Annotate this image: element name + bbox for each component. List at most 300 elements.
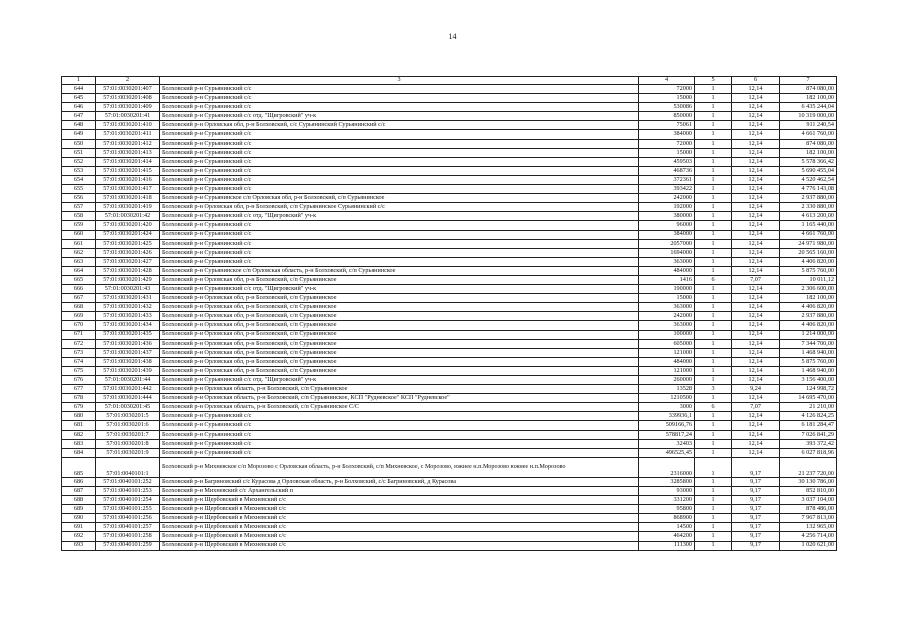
value-cell: 182 100,00: [780, 148, 837, 157]
value-cell: 1 214 000,00: [780, 330, 837, 339]
area-cell: 14500: [639, 523, 695, 532]
rate-cell: 12,14: [732, 148, 780, 157]
value-cell: 7 344 700,00: [780, 339, 837, 348]
location-cell: Болховский р-н Щербовский в Михневский с/с: [160, 514, 639, 523]
area-cell: 384000: [639, 130, 695, 139]
rate-cell: 9,24: [732, 385, 780, 394]
category-cell: 1: [695, 496, 732, 505]
cadastral-number-cell: 57:01:0030201:410: [96, 121, 160, 130]
cadastral-number-cell: 57:01:0030201:408: [96, 94, 160, 103]
cadastral-number-cell: 57:01:0040101:256: [96, 514, 160, 523]
value-cell: 4 406 820,00: [780, 321, 837, 330]
category-cell: 1: [695, 457, 732, 477]
value-cell: 30 130 786,00: [780, 477, 837, 486]
row-number-cell: 676: [62, 376, 96, 385]
area-cell: 1694000: [639, 248, 695, 257]
area-cell: 96000: [639, 221, 695, 230]
value-cell: 6 027 818,96: [780, 448, 837, 457]
row-number-cell: 656: [62, 194, 96, 203]
cadastral-number-cell: 57:01:0040101:255: [96, 505, 160, 514]
row-number-cell: 692: [62, 532, 96, 541]
value-cell: 5 578 366,42: [780, 157, 837, 166]
table-row: [62, 248, 837, 257]
rate-cell: 12,14: [732, 394, 780, 403]
location-cell: Болховский р-н Михневское с/п Морозово с Орловская область, р-н Болховский, с/п Михневское, с Морозово, южнее н.п.Морозово южнее н.п.Морозово: [160, 457, 639, 477]
rate-cell: 9,17: [732, 541, 780, 550]
cadastral-number-cell: 57:01:0030201:426: [96, 248, 160, 257]
row-number-cell: 663: [62, 257, 96, 266]
category-cell: 1: [695, 194, 732, 203]
category-cell: 3: [695, 385, 732, 394]
category-cell: 1: [695, 130, 732, 139]
column-header: 6: [732, 77, 780, 85]
area-cell: 850000: [639, 112, 695, 121]
row-number-cell: 689: [62, 505, 96, 514]
rate-cell: 12,14: [732, 94, 780, 103]
category-cell: 1: [695, 394, 732, 403]
value-cell: 393 372,42: [780, 439, 837, 448]
value-cell: 21 237 720,00: [780, 457, 837, 477]
row-number-cell: 675: [62, 366, 96, 375]
rate-cell: 12,14: [732, 194, 780, 203]
rate-cell: 12,14: [732, 357, 780, 366]
value-cell: 2 937 880,00: [780, 194, 837, 203]
category-cell: 1: [695, 248, 732, 257]
table-row: [62, 421, 837, 430]
cadastral-number-cell: 57:01:0030201:439: [96, 366, 160, 375]
value-cell: 4 661 760,00: [780, 230, 837, 239]
category-cell: 1: [695, 294, 732, 303]
area-cell: 380000: [639, 212, 695, 221]
area-cell: 190000: [639, 285, 695, 294]
table-row: [62, 312, 837, 321]
area-cell: 121000: [639, 366, 695, 375]
table-row: [62, 376, 837, 385]
area-cell: 363000: [639, 321, 695, 330]
area-cell: 260000: [639, 376, 695, 385]
table-row: [62, 148, 837, 157]
rate-cell: 9,17: [732, 477, 780, 486]
row-number-cell: 653: [62, 166, 96, 175]
area-cell: 484000: [639, 357, 695, 366]
row-number-cell: 686: [62, 477, 96, 486]
row-number-cell: 680: [62, 412, 96, 421]
category-cell: 1: [695, 376, 732, 385]
category-cell: 1: [695, 321, 732, 330]
cadastral-number-cell: 57:01:0030201:428: [96, 266, 160, 275]
location-cell: Болховский р-н Сурьянинский с/с: [160, 175, 639, 184]
category-cell: 1: [695, 230, 732, 239]
location-cell: Болховский р-н Михневский с/с Архангельский п: [160, 486, 639, 495]
table-row: [62, 285, 837, 294]
rate-cell: 12,14: [732, 421, 780, 430]
area-cell: 93000: [639, 486, 695, 495]
location-cell: Болховский р-н Сурьянинский с/с: [160, 130, 639, 139]
value-cell: 6 181 284,47: [780, 421, 837, 430]
table-row: [62, 330, 837, 339]
category-cell: 1: [695, 139, 732, 148]
row-number-cell: 645: [62, 94, 96, 103]
value-cell: 20 565 160,00: [780, 248, 837, 257]
category-cell: 1: [695, 514, 732, 523]
table-row: [62, 339, 837, 348]
row-number-cell: 674: [62, 357, 96, 366]
rate-cell: 12,14: [732, 139, 780, 148]
row-number-cell: 659: [62, 221, 96, 230]
category-cell: 1: [695, 175, 732, 184]
rate-cell: 12,14: [732, 330, 780, 339]
area-cell: 372361: [639, 175, 695, 184]
row-number-cell: 688: [62, 496, 96, 505]
category-cell: 1: [695, 266, 732, 275]
cadastral-number-cell: 57:01:0030201:429: [96, 275, 160, 284]
location-cell: Болховский р-н Сурьянинский с/с отд. "Щигровский" уч-к: [160, 112, 639, 121]
rate-cell: 12,14: [732, 203, 780, 212]
rate-cell: 12,14: [732, 294, 780, 303]
area-cell: 111300: [639, 541, 695, 550]
value-cell: 1 468 940,00: [780, 366, 837, 375]
value-cell: 24 971 980,00: [780, 239, 837, 248]
rate-cell: 7,07: [732, 275, 780, 284]
cadastral-number-cell: 57:01:0030201:437: [96, 348, 160, 357]
category-cell: 1: [695, 85, 732, 94]
location-cell: Болховский р-н Орловская область, р-н Болховский, с/п Сурьянинское: [160, 385, 639, 394]
rate-cell: 9,17: [732, 514, 780, 523]
table-row: [62, 321, 837, 330]
value-cell: 124 998,72: [780, 385, 837, 394]
cadastral-number-cell: 57:01:0040101:252: [96, 477, 160, 486]
location-cell: Болховский р-н Орловская обл, р-н Болховский, с/с Сурьянинский Сурьянинский с/с: [160, 121, 639, 130]
area-cell: 605000: [639, 339, 695, 348]
category-cell: 1: [695, 348, 732, 357]
value-cell: 7 026 841,29: [780, 430, 837, 439]
area-cell: 509166,76: [639, 421, 695, 430]
cadastral-number-cell: 57:01:0030201:417: [96, 185, 160, 194]
cadastral-number-cell: 57:01:0040101:253: [96, 486, 160, 495]
cadastral-number-cell: 57:01:0030201:435: [96, 330, 160, 339]
value-cell: 4 126 824,25: [780, 412, 837, 421]
table-row: [62, 157, 837, 166]
row-number-cell: 646: [62, 103, 96, 112]
area-cell: 121000: [639, 348, 695, 357]
value-cell: 5 690 455,04: [780, 166, 837, 175]
area-cell: 468736: [639, 166, 695, 175]
location-cell: Болховский р-н Сурьянинское с/п Орловская обл, р-н Болховский, с/п Сурьянинское: [160, 194, 639, 203]
table-row: [62, 230, 837, 239]
rate-cell: 12,14: [732, 248, 780, 257]
location-cell: Болховский р-н Сурьянинский с/с: [160, 421, 639, 430]
row-number-cell: 667: [62, 294, 96, 303]
value-cell: 10 011,12: [780, 275, 837, 284]
location-cell: Болховский р-н Орловская обл, р-н Болховский, с/п Сурьянинское: [160, 312, 639, 321]
category-cell: 1: [695, 330, 732, 339]
land-register-table: [61, 76, 837, 551]
value-cell: 2 330 880,00: [780, 203, 837, 212]
cadastral-number-cell: 57:01:0030201:425: [96, 239, 160, 248]
area-cell: 363000: [639, 257, 695, 266]
value-cell: 182 100,00: [780, 94, 837, 103]
row-number-cell: 673: [62, 348, 96, 357]
column-header: 2: [96, 77, 160, 85]
rate-cell: 12,14: [732, 348, 780, 357]
cadastral-number-cell: 57:01:0030201:45: [96, 403, 160, 412]
cadastral-number-cell: 57:01:0030201:442: [96, 385, 160, 394]
table-row: [62, 394, 837, 403]
cadastral-number-cell: 57:01:0030201:44: [96, 376, 160, 385]
row-number-cell: 665: [62, 275, 96, 284]
value-cell: 4 406 820,00: [780, 257, 837, 266]
category-cell: 1: [695, 357, 732, 366]
table-row: [62, 239, 837, 248]
area-cell: 339936,1: [639, 412, 695, 421]
cadastral-number-cell: 57:01:0030201:412: [96, 139, 160, 148]
table-row: [62, 486, 837, 495]
row-number-cell: 682: [62, 430, 96, 439]
rate-cell: 12,14: [732, 412, 780, 421]
value-cell: 5 875 760,00: [780, 357, 837, 366]
location-cell: Болховский р-н Орловская обл, р-н Болховский, с/п Сурьянинское: [160, 357, 639, 366]
area-cell: 100000: [639, 330, 695, 339]
location-cell: Болховский р-н Багриновский с/с Курасова д Орловская область, р-н Болховский, с/с Багриновский, д Курасова: [160, 477, 639, 486]
rate-cell: 7,07: [732, 403, 780, 412]
cadastral-number-cell: 57:01:0040101:258: [96, 532, 160, 541]
row-number-cell: 670: [62, 321, 96, 330]
rate-cell: 12,14: [732, 166, 780, 175]
area-cell: 530086: [639, 103, 695, 112]
location-cell: Болховский р-н Сурьянинский с/с: [160, 157, 639, 166]
category-cell: 1: [695, 121, 732, 130]
row-number-cell: 671: [62, 330, 96, 339]
category-cell: 1: [695, 532, 732, 541]
table-row: [62, 275, 837, 284]
category-cell: 1: [695, 486, 732, 495]
location-cell: Болховский р-н Щербовский в Михневский с/с: [160, 496, 639, 505]
row-number-cell: 669: [62, 312, 96, 321]
value-cell: 874 080,00: [780, 139, 837, 148]
area-cell: 393422: [639, 185, 695, 194]
table-row: [62, 430, 837, 439]
table-row: [62, 505, 837, 514]
location-cell: Болховский р-н Сурьянинский с/с отд. "Щигровский" уч-к: [160, 212, 639, 221]
table-row: [62, 514, 837, 523]
cadastral-number-cell: 57:01:0030201:9: [96, 448, 160, 457]
table-row: [62, 203, 837, 212]
category-cell: 1: [695, 221, 732, 230]
location-cell: Болховский р-н Щербовский в Михневский с/с: [160, 541, 639, 550]
table-row: [62, 166, 837, 175]
rate-cell: 9,17: [732, 532, 780, 541]
category-cell: 1: [695, 421, 732, 430]
row-number-cell: 652: [62, 157, 96, 166]
location-cell: Болховский р-н Сурьянинский с/с: [160, 139, 639, 148]
category-cell: 1: [695, 303, 732, 312]
value-cell: 4 613 200,00: [780, 212, 837, 221]
table-row: [62, 221, 837, 230]
value-cell: 4 256 714,00: [780, 532, 837, 541]
page-number: 14: [448, 32, 457, 41]
row-number-cell: 678: [62, 394, 96, 403]
row-number-cell: 668: [62, 303, 96, 312]
value-cell: 6 435 244,04: [780, 103, 837, 112]
rate-cell: 12,14: [732, 85, 780, 94]
area-cell: 13528: [639, 385, 695, 394]
row-number-cell: 649: [62, 130, 96, 139]
cadastral-number-cell: 57:01:0040101:254: [96, 496, 160, 505]
value-cell: 132 965,00: [780, 523, 837, 532]
rate-cell: 12,14: [732, 112, 780, 121]
area-cell: 72000: [639, 85, 695, 94]
table-row: [62, 523, 837, 532]
location-cell: Болховский р-н Орловская обл, р-н Болховский, с/п Сурьянинское: [160, 366, 639, 375]
location-cell: Болховский р-н Орловская обл, р-н Болховский, с/п Сурьянинское: [160, 348, 639, 357]
area-cell: 15000: [639, 148, 695, 157]
column-header: 3: [160, 77, 639, 85]
area-cell: 484000: [639, 266, 695, 275]
value-cell: 5 875 760,00: [780, 266, 837, 275]
category-cell: 1: [695, 439, 732, 448]
category-cell: 1: [695, 477, 732, 486]
table-row: [62, 412, 837, 421]
row-number-cell: 691: [62, 523, 96, 532]
row-number-cell: 658: [62, 212, 96, 221]
cadastral-number-cell: 57:01:0030201:444: [96, 394, 160, 403]
table-row: [62, 194, 837, 203]
area-cell: 32403: [639, 439, 695, 448]
area-cell: 459503: [639, 157, 695, 166]
cadastral-number-cell: 57:01:0030201:433: [96, 312, 160, 321]
category-cell: 1: [695, 203, 732, 212]
location-cell: Болховский р-н Сурьянинский с/с: [160, 166, 639, 175]
rate-cell: 12,14: [732, 230, 780, 239]
value-cell: 3 156 400,00: [780, 376, 837, 385]
table-row: [62, 357, 837, 366]
location-cell: Болховский р-н Сурьянинский с/с: [160, 439, 639, 448]
table-row: [62, 103, 837, 112]
value-cell: 14 695 470,00: [780, 394, 837, 403]
rate-cell: 12,14: [732, 121, 780, 130]
location-cell: Болховский р-н Сурьянинский с/с: [160, 230, 639, 239]
rate-cell: 12,14: [732, 212, 780, 221]
location-cell: Болховский р-н Орловская обл, р-н Болховский, с/п Сурьянинское: [160, 330, 639, 339]
table-row: [62, 303, 837, 312]
table-row: [62, 366, 837, 375]
cadastral-number-cell: 57:01:0030201:434: [96, 321, 160, 330]
location-cell: Болховский р-н Орловская обл, р-н Болховский, с/п Сурьянинское Сурьянинский с/с: [160, 203, 639, 212]
category-cell: 1: [695, 523, 732, 532]
area-cell: 15000: [639, 94, 695, 103]
column-header: 1: [62, 77, 96, 85]
rate-cell: 12,14: [732, 221, 780, 230]
cadastral-number-cell: 57:01:0040101:259: [96, 541, 160, 550]
cadastral-number-cell: 57:01:0030201:436: [96, 339, 160, 348]
location-cell: Болховский р-н Сурьянинское с/п Орловская область, р-н Болховский, с/п Сурьянинское: [160, 266, 639, 275]
category-cell: 1: [695, 448, 732, 457]
rate-cell: 9,17: [732, 486, 780, 495]
rate-cell: 9,17: [732, 457, 780, 477]
value-cell: 1 020 621,00: [780, 541, 837, 550]
value-cell: 1 468 940,00: [780, 348, 837, 357]
table-row: [62, 348, 837, 357]
category-cell: 1: [695, 366, 732, 375]
area-cell: 1416: [639, 275, 695, 284]
value-cell: 10 319 000,00: [780, 112, 837, 121]
table-row: [62, 94, 837, 103]
cadastral-number-cell: 57:01:0030201:431: [96, 294, 160, 303]
area-cell: 331200: [639, 496, 695, 505]
table-row: [62, 130, 837, 139]
location-cell: Болховский р-н Орловская обл, р-н Болховский, с/п Сурьянинское: [160, 294, 639, 303]
column-header: 5: [695, 77, 732, 85]
category-cell: 1: [695, 103, 732, 112]
rate-cell: 12,14: [732, 175, 780, 184]
area-cell: 15000: [639, 294, 695, 303]
rate-cell: 12,14: [732, 285, 780, 294]
area-cell: 95800: [639, 505, 695, 514]
category-cell: 1: [695, 541, 732, 550]
row-number-cell: 679: [62, 403, 96, 412]
location-cell: Болховский р-н Сурьянинский с/с отд. "Щигровский" уч-к: [160, 285, 639, 294]
value-cell: 878 486,00: [780, 505, 837, 514]
location-cell: Болховский р-н Сурьянинский с/с: [160, 85, 639, 94]
category-cell: 1: [695, 94, 732, 103]
table-row: [62, 457, 837, 477]
table-row: [62, 541, 837, 550]
table-row: [62, 112, 837, 121]
cadastral-number-cell: 57:01:0040101:1: [96, 457, 160, 477]
location-cell: Болховский р-н Сурьянинский с/с отд. "Щигровский" уч-к: [160, 376, 639, 385]
rate-cell: 9,17: [732, 505, 780, 514]
area-cell: 2057000: [639, 239, 695, 248]
cadastral-number-cell: 57:01:0030201:420: [96, 221, 160, 230]
table-row: [62, 448, 837, 457]
rate-cell: 12,14: [732, 430, 780, 439]
area-cell: 363000: [639, 303, 695, 312]
rate-cell: 12,14: [732, 339, 780, 348]
row-number-cell: 664: [62, 266, 96, 275]
cadastral-number-cell: 57:01:0030201:414: [96, 157, 160, 166]
row-number-cell: 683: [62, 439, 96, 448]
category-cell: 1: [695, 339, 732, 348]
cadastral-number-cell: 57:01:0030201:418: [96, 194, 160, 203]
location-cell: Болховский р-н Сурьянинский с/с: [160, 148, 639, 157]
area-cell: 192000: [639, 203, 695, 212]
cadastral-number-cell: 57:01:0040101:257: [96, 523, 160, 532]
cadastral-number-cell: 57:01:0030201:43: [96, 285, 160, 294]
row-number-cell: 666: [62, 285, 96, 294]
location-cell: Болховский р-н Сурьянинский с/с: [160, 94, 639, 103]
table-row: [62, 175, 837, 184]
table-row: [62, 385, 837, 394]
rate-cell: 12,14: [732, 239, 780, 248]
value-cell: 852 810,00: [780, 486, 837, 495]
table-row: [62, 185, 837, 194]
row-number-cell: 662: [62, 248, 96, 257]
cadastral-number-cell: 57:01:0030201:42: [96, 212, 160, 221]
row-number-cell: 657: [62, 203, 96, 212]
row-number-cell: 644: [62, 85, 96, 94]
value-cell: 4 776 143,08: [780, 185, 837, 194]
row-number-cell: 660: [62, 230, 96, 239]
location-cell: Болховский р-н Орловская обл, р-н Болховский, с/п Сурьянинское: [160, 339, 639, 348]
location-cell: Болховский р-н Сурьянинский с/с: [160, 430, 639, 439]
row-number-cell: 684: [62, 448, 96, 457]
value-cell: 874 080,00: [780, 85, 837, 94]
location-cell: Болховский р-н Орловская обл, р-н Болховский, с/п Сурьянинское: [160, 321, 639, 330]
area-cell: 242000: [639, 312, 695, 321]
rate-cell: 9,17: [732, 496, 780, 505]
row-number-cell: 677: [62, 385, 96, 394]
location-cell: Болховский р-н Щербовский в Михневский с/с: [160, 532, 639, 541]
